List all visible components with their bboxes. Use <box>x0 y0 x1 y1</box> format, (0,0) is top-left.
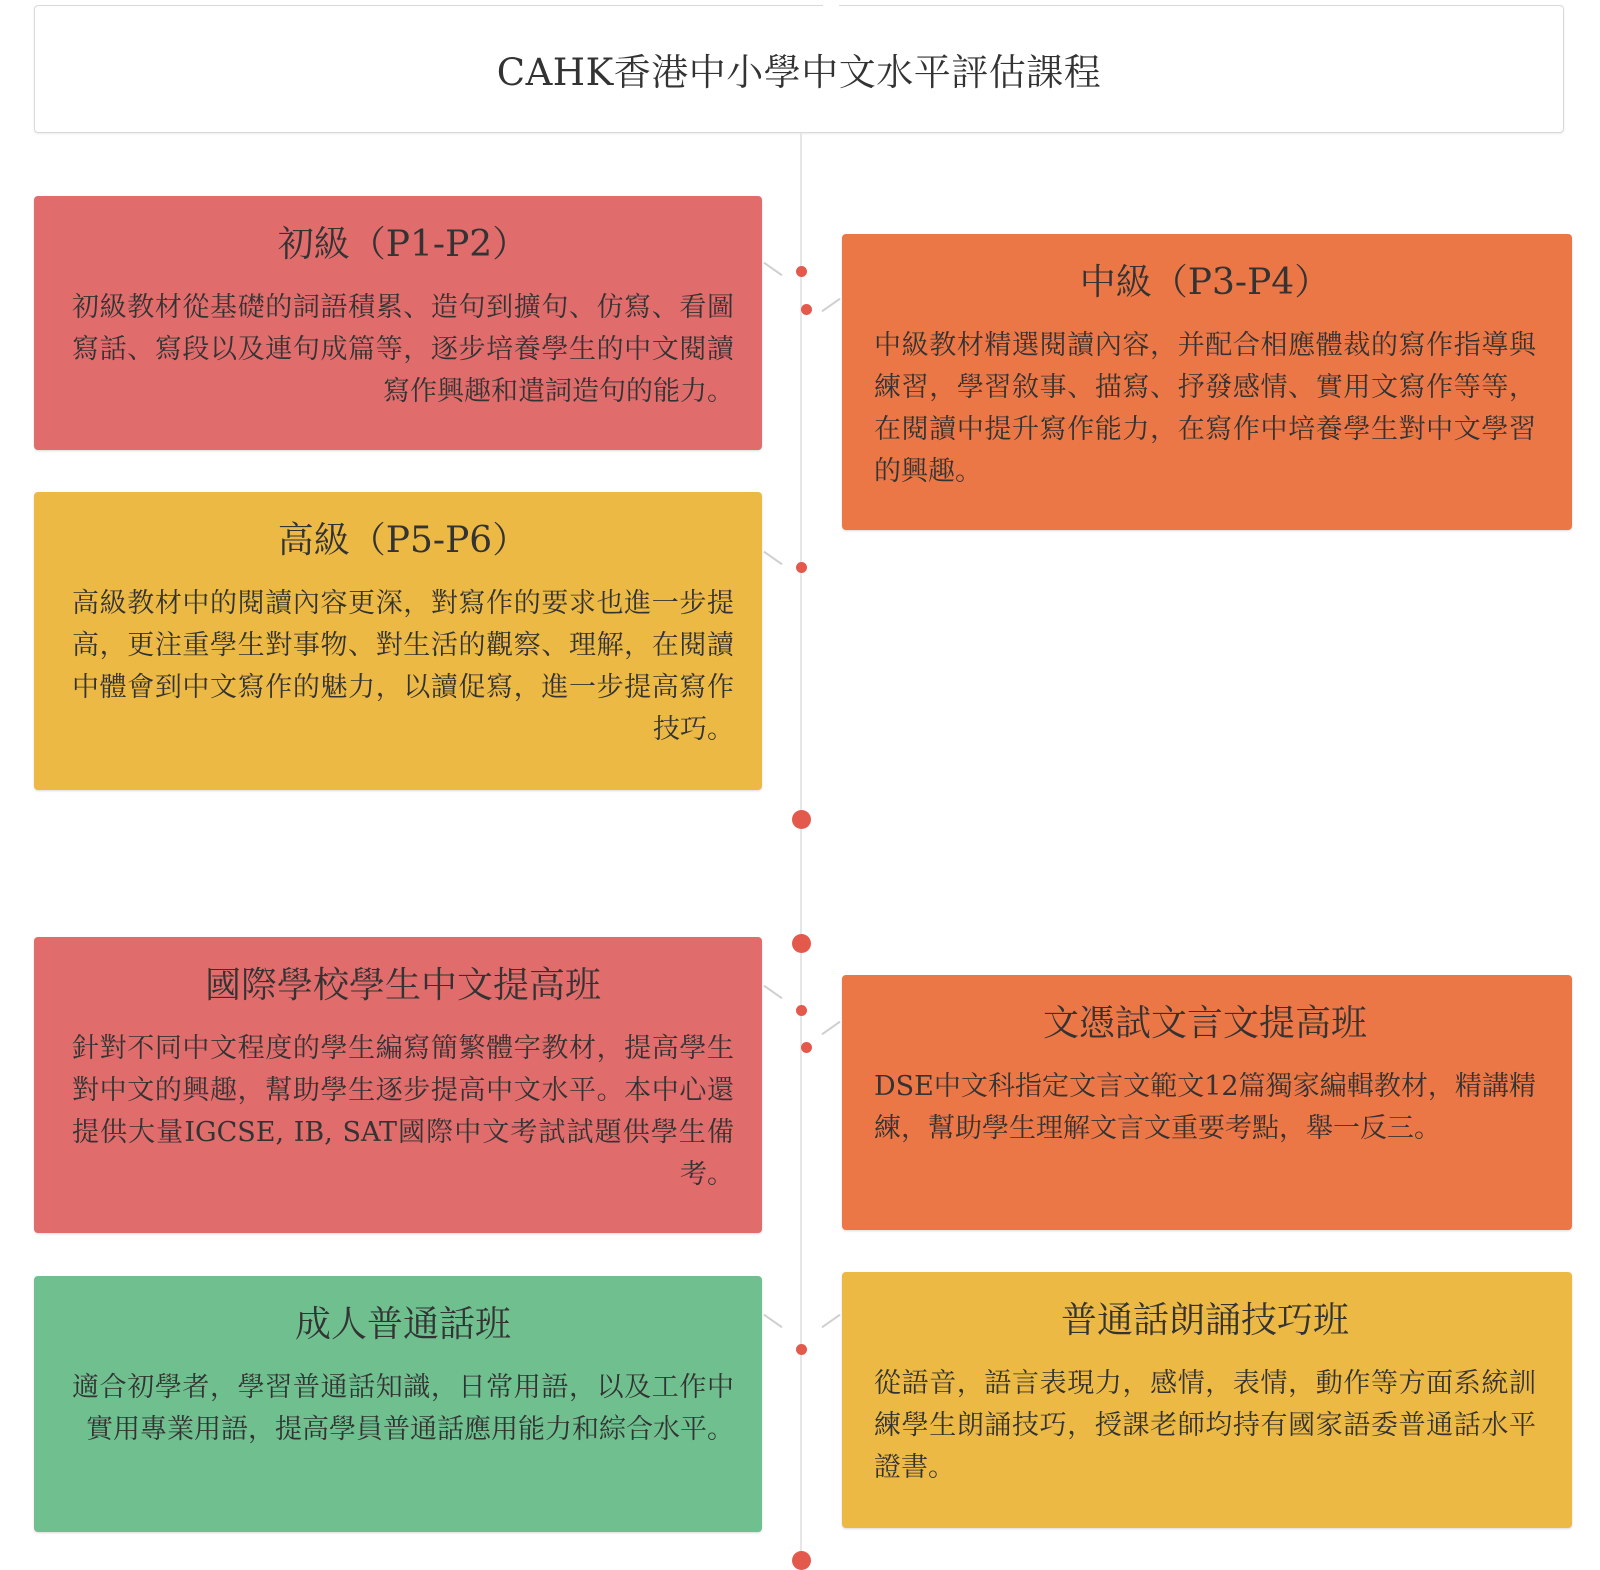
connector <box>763 551 782 565</box>
connector <box>763 262 782 276</box>
course-card-dse-classical <box>842 975 1572 1230</box>
course-card-adult-putonghua <box>34 1276 762 1532</box>
card-title: 初級（P1-P2） <box>277 224 529 265</box>
card-description: 從語音，語言表現力，感情，表情，動作等方面系統訓練學生朗誦技巧，授課老師均持有國家語委普通話水平證書。 <box>874 1368 1536 1484</box>
timeline-dot <box>796 1344 807 1355</box>
timeline-dot <box>801 1042 812 1053</box>
card-description: 高級教材中的閱讀內容更深，對寫作的要求也進一步提高，更注重學生對事物、對生活的觀察、理解，在閱讀中體會到中文寫作的魅力，以讀促寫，進一步提高寫作技巧。 <box>72 588 734 746</box>
connector <box>821 1021 840 1035</box>
page-title: CAHK香港中小學中文水平評估課程 <box>496 51 1102 94</box>
course-card-elementary <box>34 196 762 450</box>
connector <box>763 985 782 999</box>
timeline-dot <box>801 304 812 315</box>
card-title: 國際學校學生中文提高班 <box>204 965 601 1006</box>
card-title: 中級（P3-P4） <box>1079 262 1331 303</box>
card-description: 適合初學者，學習普通話知識，日常用語，以及工作中實用專業用語，提高學員普通話應用能力和綜合水平。 <box>72 1372 734 1446</box>
timeline-start-dot <box>792 934 811 953</box>
timeline-dot <box>796 1005 807 1016</box>
card-title: 文憑試文言文提高班 <box>1042 1003 1367 1044</box>
course-card-putonghua-recitation <box>842 1272 1572 1528</box>
card-title: 普通話朗誦技巧班 <box>1060 1300 1349 1341</box>
timeline-dot <box>796 562 807 573</box>
card-description: 針對不同中文程度的學生編寫簡繁體字教材，提高學生對中文的興趣，幫助學生逐步提高中文水平。本中心還提供大量IGCSE, IB, SAT國際中文考試試題供學生備考。 <box>72 1033 734 1191</box>
timeline-end-dot <box>792 1551 811 1570</box>
card-description: DSE中文科指定文言文範文12篇獨家編輯教材，精講精練，幫助學生理解文言文重要考點，舉一反三。 <box>874 1071 1536 1145</box>
card-title: 成人普通話班 <box>294 1304 511 1345</box>
course-card-advanced <box>34 492 762 790</box>
card-description: 中級教材精選閱讀內容，并配合相應體裁的寫作指導與練習，學習敘事、描寫、抒發感情、實用文寫作等等，在閱讀中提升寫作能力，在寫作中培養學生對中文學習的興趣。 <box>874 330 1536 488</box>
timeline-end-dot <box>792 810 811 829</box>
course-card-intermediate <box>842 234 1572 530</box>
card-title: 高級（P5-P6） <box>277 520 529 561</box>
timeline-header <box>34 5 1564 133</box>
connector <box>821 298 840 312</box>
card-description: 初級教材從基礎的詞語積累、造句到擴句、仿寫、看圖寫話、寫段以及連句成篇等，逐步培養學生的中文閱讀寫作興趣和遣詞造句的能力。 <box>72 292 734 408</box>
header-notch <box>823 5 839 13</box>
timeline-dot <box>796 266 807 277</box>
course-card-international-school <box>34 937 762 1233</box>
connector <box>821 1314 840 1328</box>
connector <box>763 1314 782 1328</box>
